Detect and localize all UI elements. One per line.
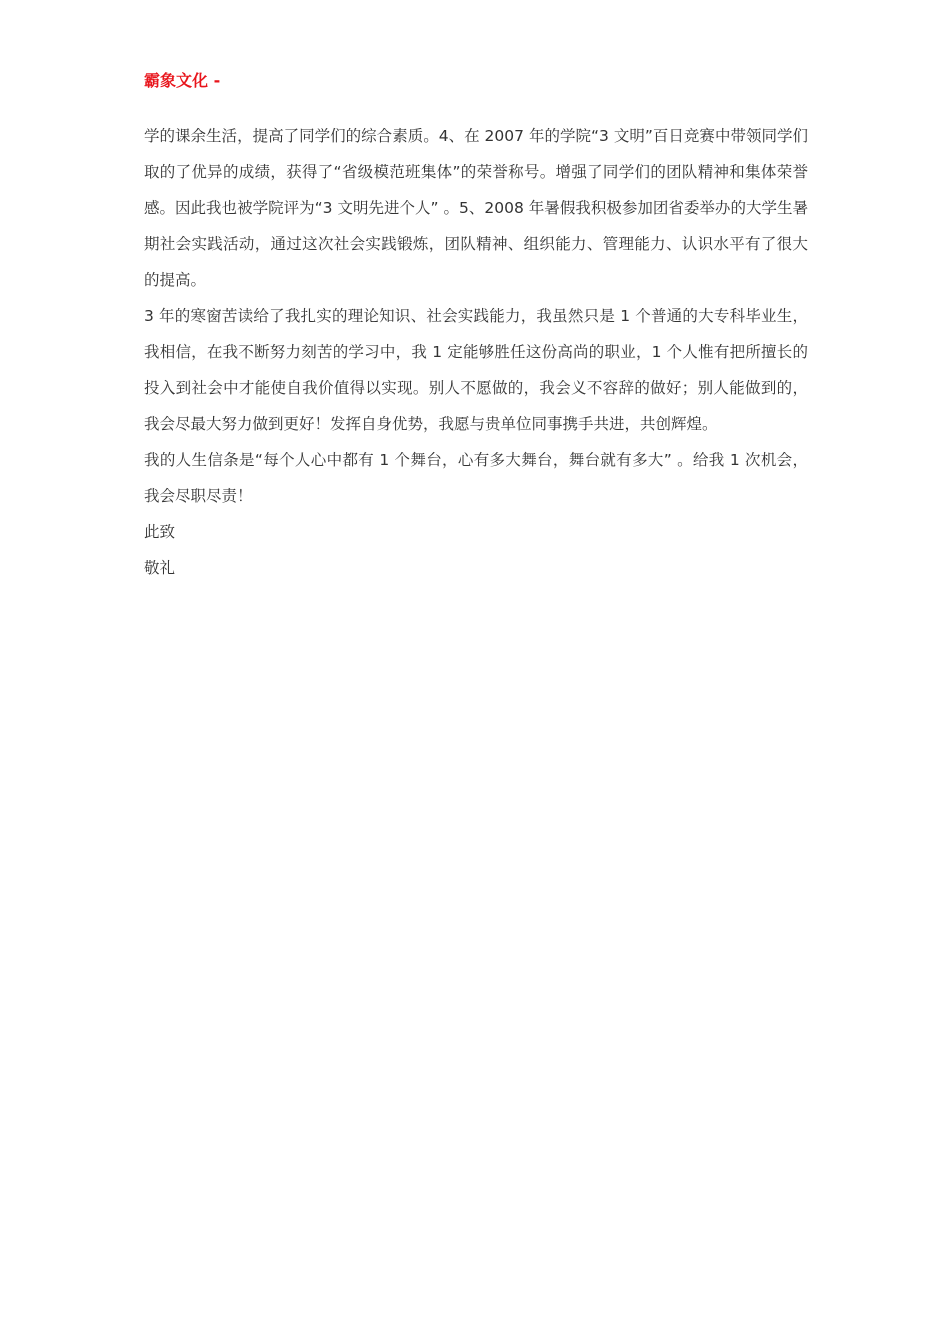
paragraph-motto: 我的人生信条是“每个人心中都有 1 个舞台，心有多大舞台，舞台就有多大” 。给我 1 次机会，我会尽职尽责！ <box>144 451 808 505</box>
letter-body <box>144 118 808 586</box>
header-title: 霸象文化 - <box>144 71 221 90</box>
paragraph-self-statement: 3 年的寒窗苦读给了我扎实的理论知识、社会实践能力，我虽然只是 1 个普通的大专科毕业生，我相信，在我不断努力刻苦的学习中，我 1 定能够胜任这份高尚的职业，1 个人惟有把所擅长的投入到社会中才能使自我价值得以实现。别人不愿做的，我会义不容辞的做好；别人能做到的，我会尽最大努力做到更好！发挥自身优势，我愿与贵单位同事携手共进，共创辉煌。 <box>144 307 808 433</box>
closing-salutation: 此致 <box>144 523 176 541</box>
closing-regards: 敬礼 <box>144 559 176 577</box>
paragraph-achievements: 学的课余生活，提高了同学们的综合素质。4、在 2007 年的学院“3 文明”百日竞赛中带领同学们取的了优异的成绩，获得了“省级模范班集体”的荣誉称号。增强了同学们的团队精神和集体荣誉感。因此我也被学院评为“3 文明先进个人” 。5、2008 年暑假我积极参加团省委举办的大学生暑期社会实践活动，通过这次社会实践锻炼，团队精神、组织能力、管理能力、认识水平有了很大的提高。 <box>144 127 808 289</box>
